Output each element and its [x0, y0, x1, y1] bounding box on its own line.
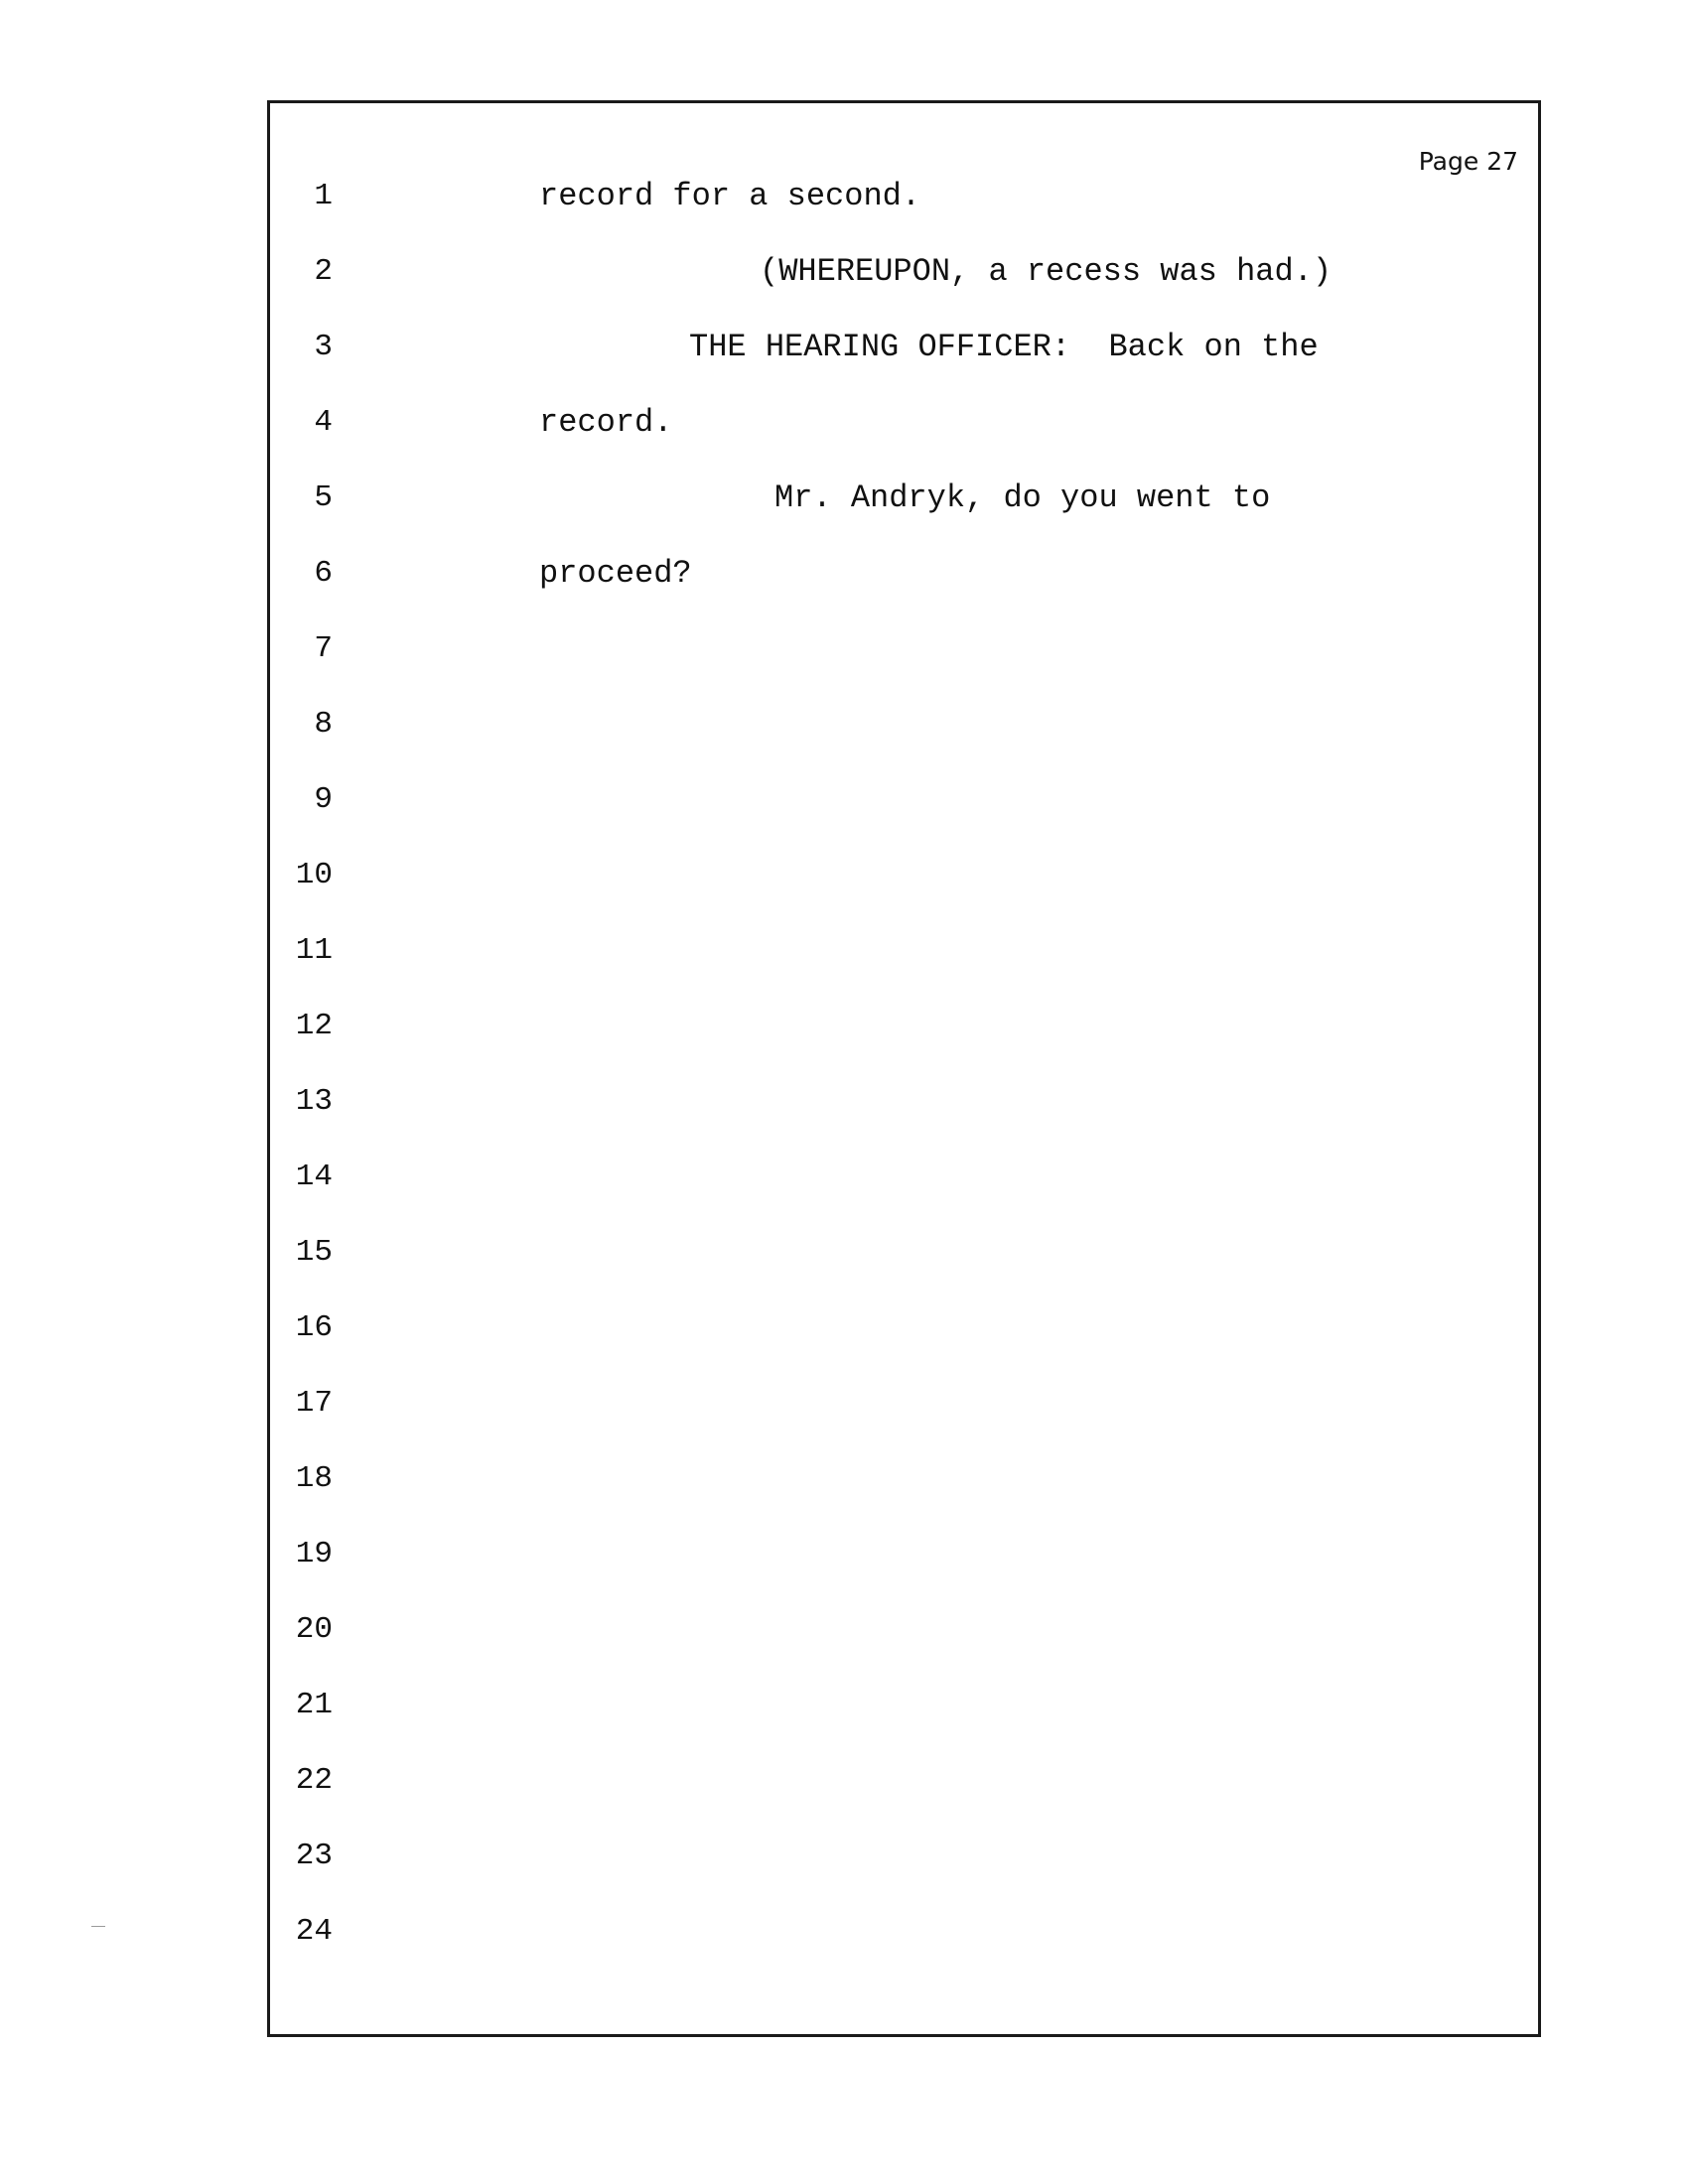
- page-number-label: Page 27: [1418, 147, 1518, 176]
- line-number: 12: [295, 1009, 333, 1043]
- line-number: 4: [314, 405, 333, 440]
- transcript-line: (WHEREUPON, a recess was had.): [760, 253, 1333, 290]
- transcript-line: THE HEARING OFFICER: Back on the: [689, 329, 1319, 365]
- line-number: 20: [295, 1612, 333, 1647]
- scan-artifact: [91, 1926, 105, 1927]
- line-number: 18: [295, 1461, 333, 1496]
- line-number: 22: [295, 1763, 333, 1798]
- line-number: 16: [295, 1310, 333, 1345]
- line-number: 8: [314, 707, 333, 742]
- line-number: 5: [314, 480, 333, 515]
- line-number: 11: [295, 933, 333, 968]
- line-number: 1: [314, 179, 333, 213]
- line-number: 9: [314, 782, 333, 817]
- line-number: 2: [314, 254, 333, 289]
- line-number: 6: [314, 556, 333, 591]
- transcript-line: record.: [539, 404, 673, 441]
- transcript-line: proceed?: [539, 555, 692, 592]
- line-number: 23: [295, 1839, 333, 1873]
- line-number: 3: [314, 330, 333, 364]
- line-number: 14: [295, 1160, 333, 1194]
- line-number: 13: [295, 1084, 333, 1119]
- transcript-page: [267, 100, 1541, 2037]
- transcript-line: Mr. Andryk, do you went to: [774, 479, 1271, 516]
- line-number: 7: [314, 631, 333, 666]
- line-number: 15: [295, 1235, 333, 1270]
- line-number: 21: [295, 1688, 333, 1722]
- line-number: 17: [295, 1386, 333, 1421]
- transcript-line: record for a second.: [539, 178, 921, 214]
- line-number: 24: [295, 1914, 333, 1949]
- line-number: 19: [295, 1537, 333, 1571]
- line-number: 10: [295, 858, 333, 892]
